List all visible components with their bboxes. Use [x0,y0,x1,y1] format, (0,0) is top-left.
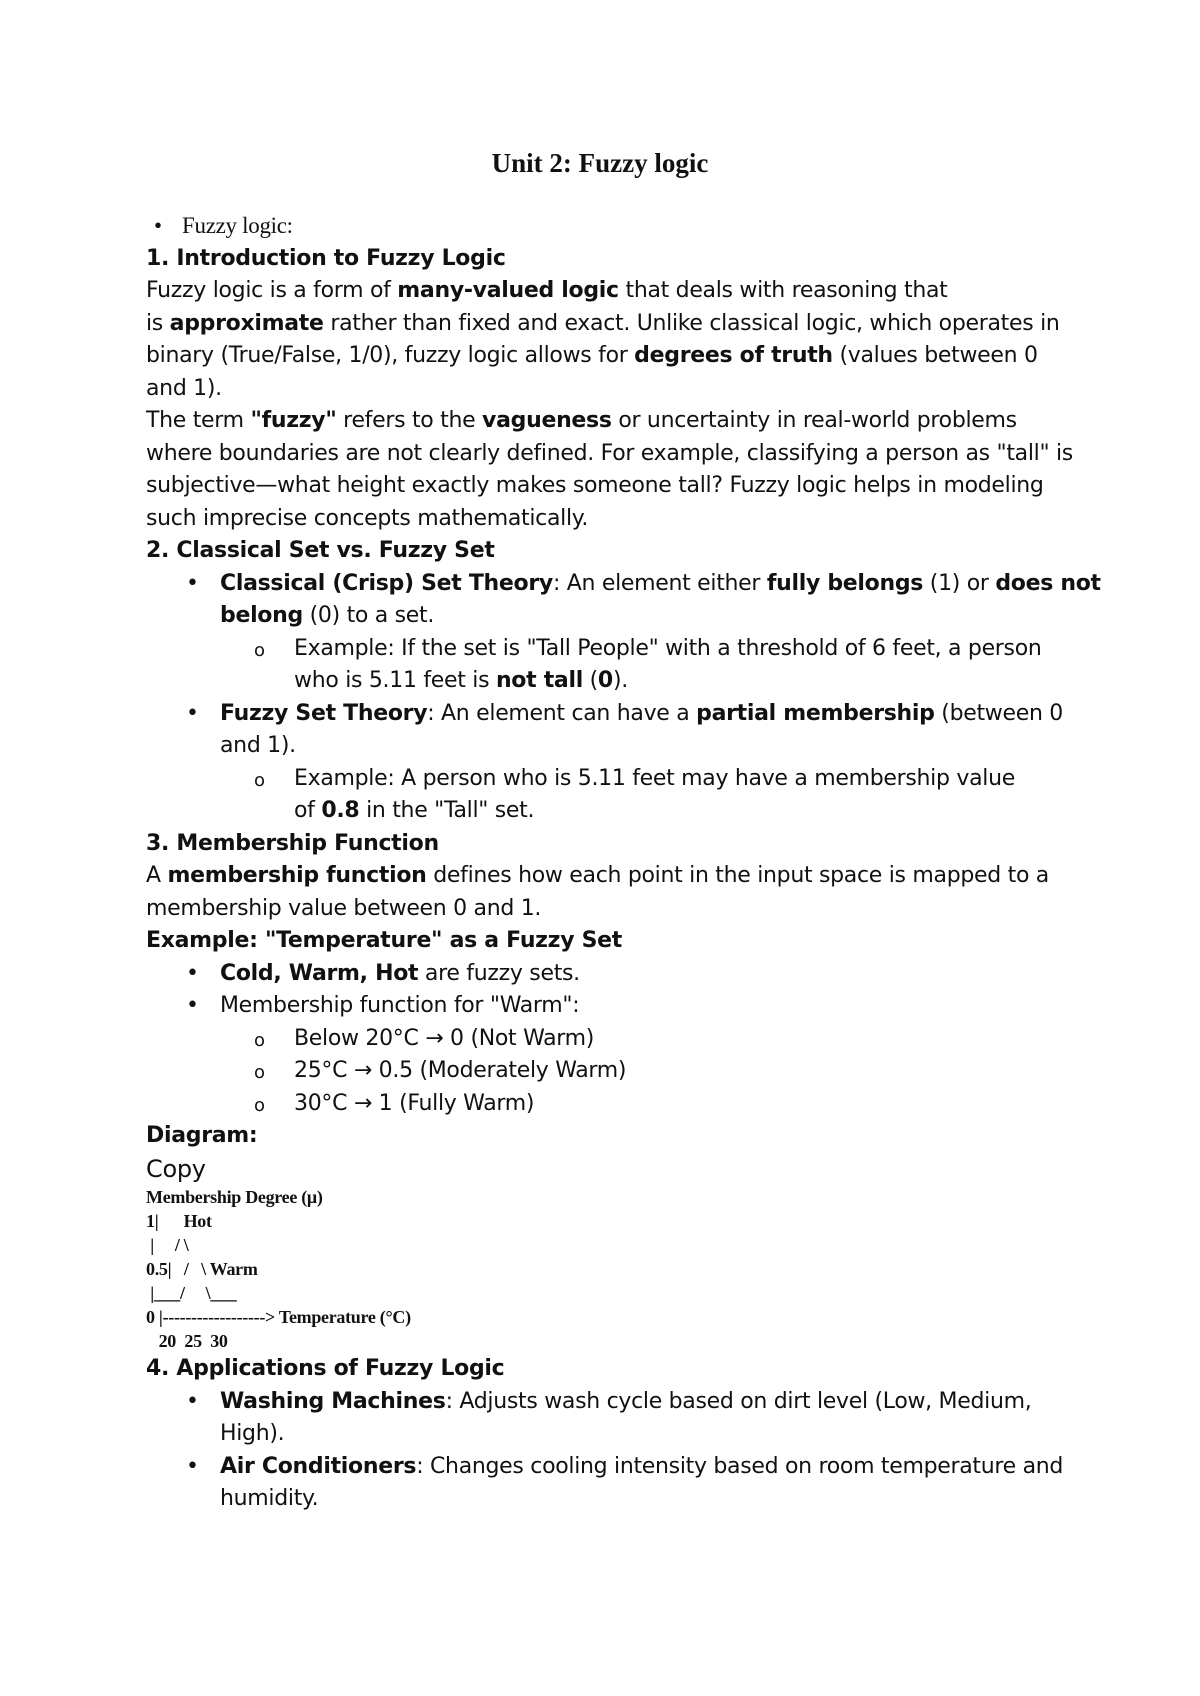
list-item: • Air Conditioners: Changes cooling intensity based on room temperature and [146,1451,1086,1484]
section-heading-3: 3. Membership Function [146,830,439,856]
document-body [146,210,1101,1516]
bullet-icon: • [186,570,199,596]
copy-label: Copy [146,1154,206,1183]
diagram-line: 0 |------------------> Temperature (°C) [146,1307,411,1327]
sub-list-item: o 25°C → 0.5 (Moderately Warm) [146,1055,1086,1088]
sub-list-item: o Example: A person who is 5.11 feet may have a membership value [146,763,1086,796]
circle-bullet-icon: o [254,1062,265,1083]
list-item-continuation: High). [220,1421,285,1446]
list-item: • Washing Machines: Adjusts wash cycle based on dirt level (Low, Medium, [146,1386,1086,1419]
example-heading: Example: "Temperature" as a Fuzzy Set [146,928,622,953]
diagram-line: 20 25 30 [146,1331,228,1351]
list-item-continuation: and 1). [220,733,296,758]
section-heading-2: 2. Classical Set vs. Fuzzy Set [146,538,495,563]
paragraph-line: The term "fuzzy" refers to the vagueness or uncertainty in real-world problems [146,408,1017,433]
paragraph-line: A membership function defines how each point in the input space is mapped to a [146,863,1049,888]
page-title: Unit 2: Fuzzy logic [491,148,709,178]
circle-bullet-icon: o [254,1094,265,1116]
sub-list-item-continuation: of 0.8 in the "Tall" set. [294,798,535,823]
bullet-icon: • [186,1453,199,1479]
bullet-icon: • [186,993,199,1018]
top-bullet-item: • Fuzzy logic: [146,210,1086,243]
list-item: • Cold, Warm, Hot are fuzzy sets. [146,958,1086,991]
paragraph-line: binary (True/False, 1/0), fuzzy logic allows for degrees of truth (values between 0 [146,343,1038,368]
circle-bullet-icon: o [254,639,265,661]
section-heading-1: 1. Introduction to Fuzzy Logic [146,245,506,271]
circle-bullet-icon: o [254,1029,265,1051]
section-heading-4: 4. Applications of Fuzzy Logic [146,1356,505,1381]
diagram-line: 0.5| / \ Warm [146,1259,258,1279]
sub-list-item: o Below 20°C → 0 (Not Warm) [146,1023,1086,1056]
paragraph-line: membership value between 0 and 1. [146,895,542,921]
paragraph-line: and 1). [146,375,222,401]
bullet-icon: • [154,213,162,238]
ascii-diagram [146,1185,1086,1353]
paragraph-line: where boundaries are not clearly defined. For example, classifying a person as "tall" is [146,440,1073,466]
list-item-continuation: humidity. [220,1486,319,1511]
list-item: • Membership function for "Warm": [146,990,1086,1023]
diagram-line: 1| Hot [146,1211,212,1231]
paragraph-line: subjective—what height exactly makes someone tall? Fuzzy logic helps in modeling [146,473,1044,498]
sub-list-item: o 30°C → 1 (Fully Warm) [146,1088,1086,1121]
sub-list-item-continuation: who is 5.11 feet is not tall (0). [294,668,628,693]
bullet-icon: • [186,1388,199,1414]
diagram-line: | / \ [146,1235,189,1255]
paragraph-line: such imprecise concepts mathematically. [146,505,589,531]
list-item: • Classical (Crisp) Set Theory: An element either fully belongs (1) or does not [146,568,1086,601]
paragraph-line: is approximate rather than fixed and exact. Unlike classical logic, which operates in [146,310,1060,336]
bullet-icon: • [186,700,199,726]
diagram-line: Membership Degree (μ) [146,1187,323,1207]
list-item: • Fuzzy Set Theory: An element can have a partial membership (between 0 [146,698,1086,731]
sub-list-item: o Example: If the set is "Tall People" with a threshold of 6 feet, a person [146,633,1086,666]
diagram-line: |___/ \___ [146,1283,237,1303]
circle-bullet-icon: o [254,769,265,791]
paragraph-line: Fuzzy logic is a form of many-valued logic that deals with reasoning that [146,278,948,303]
bullet-icon: • [186,960,199,986]
list-item-continuation: belong (0) to a set. [220,603,435,628]
diagram-heading: Diagram: [146,1123,258,1148]
